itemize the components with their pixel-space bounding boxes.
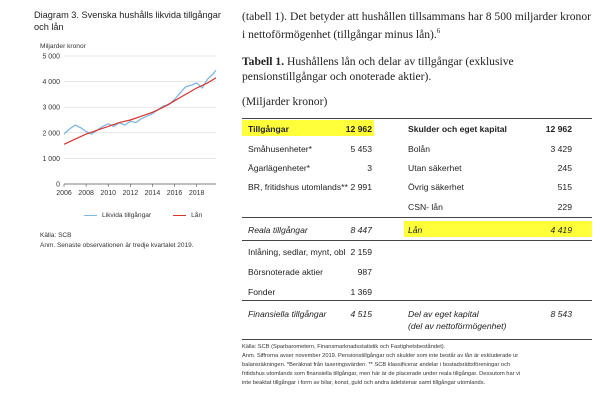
table-unit: (Miljarder kronor) [242,95,328,108]
liability-row-value: 229 [557,202,572,212]
table-note-line: inte beaktat tillgångar i form av bilar, konst, guld och andra ädelstenar samt tillgångar utomlands. [242,380,486,386]
table-note-line: fritidshus utomlands som finansiella tillgångar, men här är de placerade under reala tillgångar. Dessutom har vi [242,371,521,377]
liability-row-value: 245 [557,163,572,173]
liabilities-header-value: 12 962 [545,124,572,134]
table-mid-rule-3 [242,300,592,301]
financial-row-label: Inlåning, sedlar, mynt, obl [248,247,346,257]
table-caption [242,54,594,84]
liability-row-label: CSN- lån [408,202,443,212]
table-label: Tabell 1. [242,55,285,68]
table-top-rule [242,118,592,119]
liability-row-label: Övrig säkerhet [408,182,464,192]
loans-total-label: Lån [408,225,423,235]
intro-paragraph [242,9,594,42]
legend-swatch-lan [173,215,186,216]
x-tick-label: 2014 [144,190,161,197]
equity-total-label: Del av eget kapital [408,309,479,319]
chart-source: Källa: SCB [40,232,72,239]
y-tick-label: 2 000 [42,130,60,138]
liability-row-value: 3 429 [550,144,572,154]
equity-total-value: 8 543 [550,309,572,319]
liabilities-header-label: Skulder och eget kapital [408,124,507,134]
x-tick-label: 2010 [100,190,117,197]
liability-row-label: Utan säkerhet [408,163,462,173]
asset-row-label: Ägarlägenheter* [248,163,311,173]
asset-row-value: 3 [367,163,372,173]
financial-row-value: 2 159 [350,247,372,257]
table-source: Källa: SCB (Sparbarometern, Finansmarknadsstatistik och Fastighetsbeståndet). [242,344,446,350]
footnote-ref: 6 [436,27,441,35]
y-tick-label: 5 000 [42,53,60,61]
chart-panel [34,10,226,250]
asset-row-label: BR, fritidshus utomlands** [248,182,348,192]
assets-header-value: 12 962 [345,124,372,134]
chart-note: Anm. Senaste observationen är tredje kvartalet 2019. [40,242,194,249]
y-tick-label: 1 000 [42,155,60,163]
y-tick-label: 4 000 [42,79,60,87]
x-tick-labels [56,190,204,197]
x-tick-label: 2018 [188,190,205,197]
asset-row-label: Småhusenheter* [248,144,313,154]
chart-y-unit: Miljarder kronor [40,43,86,50]
legend-item-likvida [84,212,151,219]
assets-header-label: Tillgångar [248,124,289,134]
series-line-likvida [64,70,216,134]
y-tick-label: 3 000 [42,104,60,112]
x-tick-label: 2008 [78,190,94,197]
series-line-lan [64,78,216,145]
financial-total-value: 4 515 [350,309,372,319]
financial-row-value: 1 369 [350,287,372,297]
y-tick-label: 0 [56,181,60,189]
chart-legend [84,212,202,219]
legend-label-lan: Lån [191,212,203,219]
x-tick-label: 2016 [166,190,183,197]
legend-item-lan [173,212,202,219]
x-tick-label: 2012 [122,190,139,197]
financial-row-label: Fonder [248,287,276,297]
chart-grid [64,56,216,187]
line-chart [34,50,226,202]
asset-row-value: 2 991 [350,182,372,192]
loans-total-value: 4 419 [550,225,572,235]
chart-title: Diagram 3. Svenska hushålls likvida tillgångar och lån [34,10,221,32]
liability-row-value: 515 [557,182,572,192]
financial-total-label: Finansiella tillgångar [248,309,327,319]
table-bottom-rule [242,339,592,340]
asset-row-value: 5 453 [350,144,372,154]
intro-text: (tabell 1). Det betyder att hushållen tillsammans har 8 500 miljarder kronor i nettoförmögenhet (tillgångar minus lån). [242,10,592,41]
liability-row-label: Bolån [408,144,430,154]
legend-label-likvida: Likvida tillgångar [102,212,152,219]
legend-swatch-likvida [84,215,97,216]
equity-total-label-2: (del av nettoförmögenhet) [408,321,507,331]
real-assets-value: 8 447 [350,225,372,235]
table-note-line: Anm. Siffrorna avser november 2019. Pensionstillgångar och skulder som inte består av lån är exkluderade ur [242,353,519,359]
financial-row-value: 987 [357,267,372,277]
table-mid-rule-1 [242,217,592,218]
x-tick-label: 2006 [56,190,72,197]
table-title: Hushållens lån och delar av tillgångar (exklusive pensionstillgångar och onoterade aktier). [242,55,514,83]
y-tick-labels [42,54,60,189]
table-note-line: balansräkningen. *Beräknat från taxeringsvärden. ** SCB klassificerar andelar i bostadsrättsföreningar och [242,362,511,368]
financial-row-label: Börsnoterade aktier [248,267,323,277]
table-mid-rule-2 [242,240,592,241]
real-assets-label: Reala tillgångar [248,225,308,235]
